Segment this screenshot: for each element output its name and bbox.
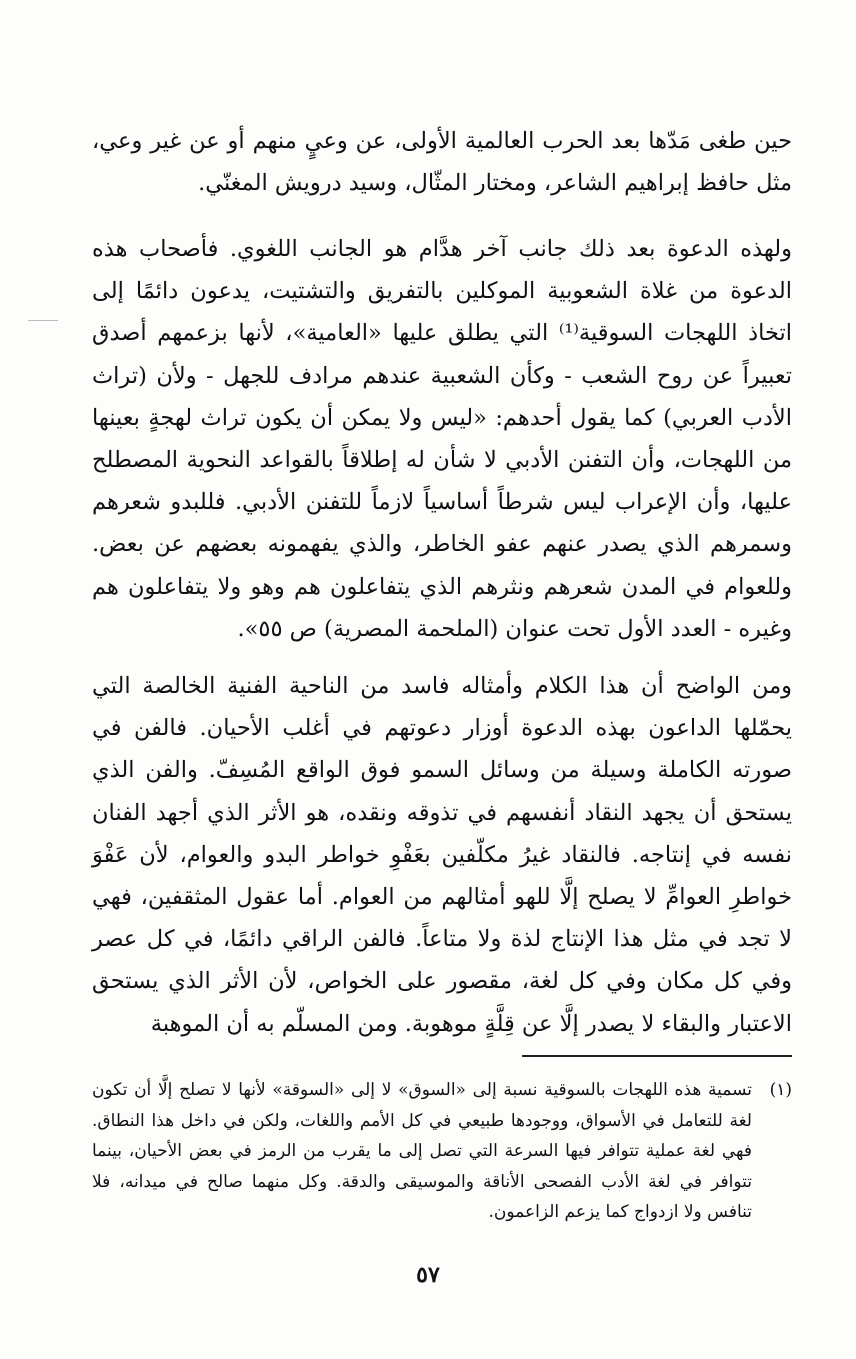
margin-mark <box>28 320 58 321</box>
footnote-text: تسمية هذه اللهجات بالسوقية نسبة إلى «السوق» لا إلى «السوقة» لأنها لا تصلح إلَّا أن تكون لغة للتعامل في الأسواق، ووجودها طبيعي في كل الأمم واللغات، ولكن في داخل هذا النطاق. فهي لغة عملية تتوافر فيها السرعة التي تصل إلى ما يقرب من الرمز في بعض الأحيان، بينما تتوافر في لغة الأدب الفصحى الأناقة والموسيقى والدقة. وكل منهما صالح في ميدانه، فلا تنافس ولا ازدواج كما يزعم الزاعمون. <box>92 1080 752 1222</box>
page-number: ٥٧ <box>416 1262 440 1288</box>
paragraph-1: حين طغى مَدّها بعد الحرب العالمية الأولى، عن وعيٍ منهم أو عن غير وعي، مثل حافظ إبراهيم الشاعر، ومختار المثّال، وسيد درويش المغنّي. <box>92 128 792 197</box>
footnote-separator <box>522 1055 792 1057</box>
paragraph-2: ولهذه الدعوة بعد ذلك جانب آخر هدَّام هو الجانب اللغوي. فأصحاب هذه الدعوة من غلاة الشعوبية الموكلين بالتفريق والتشتيت، يدعون دائمًا إلى اتخاذ اللهجات السوقية⁽¹⁾ التي يطلق عليها «العامية»، لأنها بزعمهم أصدق تعبيراً عن روح الشعب - وكأن الشعبية عندهم مرادف للجهل - ولأن (تراث الأدب العربي) كما يقول أحدهم: «ليس ولا يمكن أن يكون تراث لهجةٍ بعينها من اللهجات، وأن التفنن الأدبي لا شأن له إطلاقاً بالقواعد النحوية المصطلح عليها، وأن الإعراب ليس شرطاً أساسياً لازماً للتفنن الأدبي. فللبدو شعرهم وسمرهم الذي يصدر عنهم عفو الخاطر، والذي يفهمونه بعضهم عن بعض. وللعوام في المدن شعرهم ونثرهم الذي يتفاعلون هم وهو ولا يتفاعلون هم وغيره - العدد الأول تحت عنوان (الملحمة المصرية) ص ٥٥». <box>92 236 792 642</box>
paragraph-3: ومن الواضح أن هذا الكلام وأمثاله فاسد من الناحية الفنية الخالصة التي يحمّلها الداعون بهذه الدعوة أوزار دعوتهم في أغلب الأحيان. فالفن في صورته الكاملة وسيلة من وسائل السمو فوق الواقع المُسِفّ. والفن الذي يستحق أن يجهد النقاد أنفسهم في تذوقه ونقده، هو الأثر الذي أجهد الفنان نفسه في إنتاجه. فالنقاد غيرُ مكلّفين بعَفْوِ خواطر البدو والعوام، لأن عَفْوَ خواطرِ العوامِّ لا يصلح إلَّا للهو أمثالهم من العوام. أما عقول المثقفين، فهي لا تجد في مثل هذا الإنتاج لذة ولا متاعاً. فالفن الراقي دائمًا، في كل عصر وفي كل مكان وفي كل لغة، مقصور على الخواص، لأن الأثر الذي يستحق الاعتبار والبقاء لا يصدر إلَّا عن قِلَّةٍ موهوبة. ومن المسلّم به أن الموهبة <box>92 673 792 1037</box>
footnote <box>92 1075 792 1228</box>
footnote-marker: (١) <box>769 1080 792 1100</box>
